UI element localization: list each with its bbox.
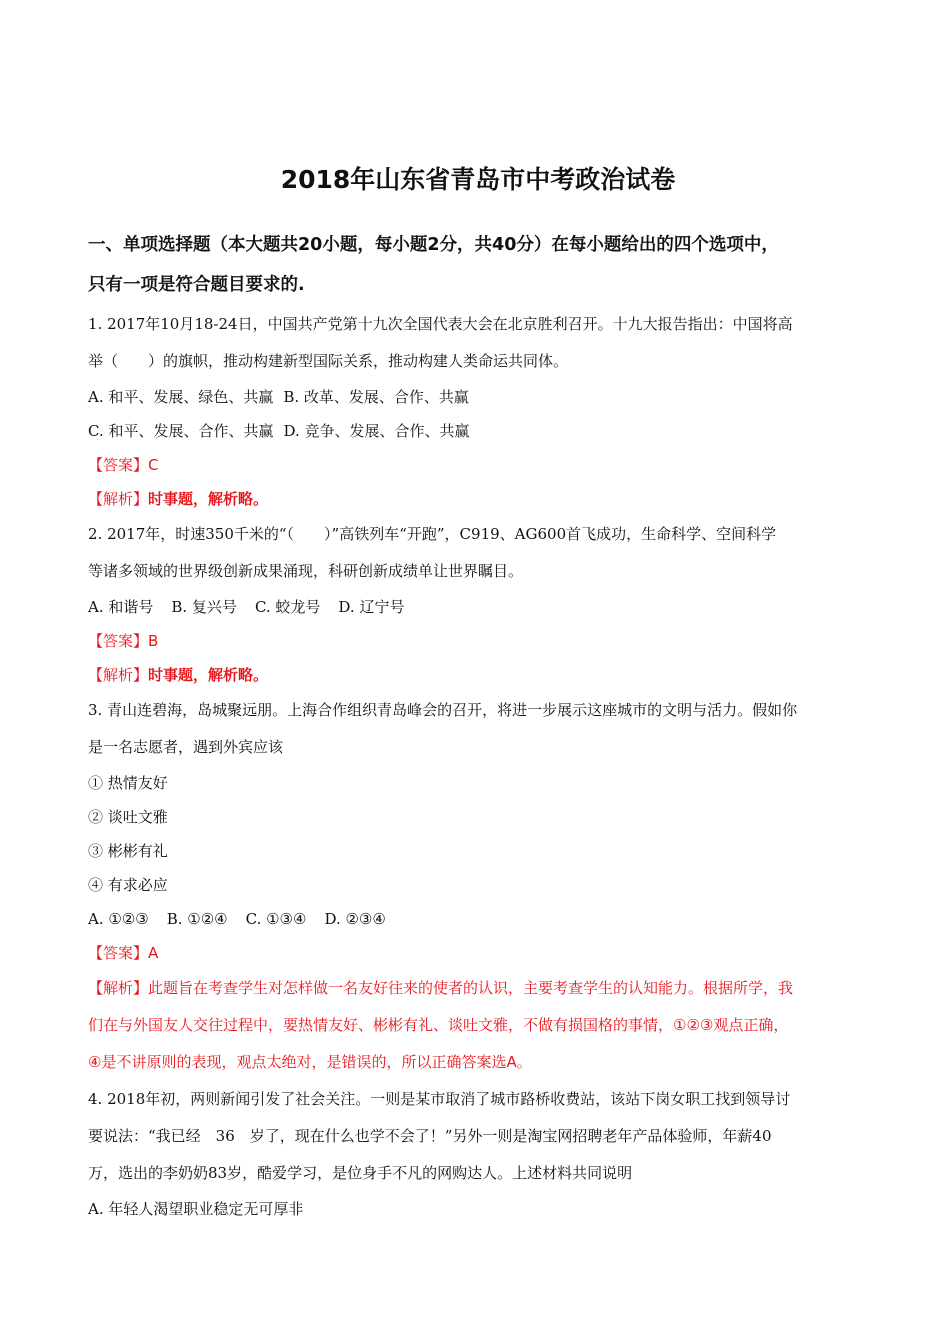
explanation-text: 时事题，解析略。 [148,666,269,684]
question-2-stem-line-2: 等诸多领域的世界级创新成果涌现，科研创新成绩单让世界瞩目。 [88,562,524,580]
question-3-item-2: ② 谈吐文雅 [88,808,168,826]
question-1-options-row-2 [88,414,868,448]
section-heading-line-1: 一、单项选择题（本大题共20小题，每小题2分，共40分）在每小题给出的四个选项中， [88,235,779,255]
answer-value: B [148,632,159,650]
question-4-stem-line-2: 要说法：“我已经 36 岁了，现在什么也学不会了！”另外一则是淘宝网招聘老年产品体验师，年薪40 [88,1127,772,1145]
question-4-stem-line-1: 4. 2018年初，两则新闻引发了社会关注。一则是某市取消了城市路桥收费站，该站下岗女职工找到领导讨 [88,1090,791,1108]
section-heading [88,226,868,304]
page-title: 2018年山东省青岛市中考政治试卷 [280,165,676,194]
exam-page [88,160,868,1226]
section-heading-line-2: 只有一项是符合题目要求的. [88,275,305,295]
question-1-option-a: A. 和平、发展、绿色、共赢 [88,388,274,406]
question-3-stem-line-1: 3. 青山连碧海，岛城聚远朋。上海合作组织青岛峰会的召开，将进一步展示这座城市的文明与活力。假如你 [88,701,798,719]
question-3-item-1: ① 热情友好 [88,774,168,792]
explanation-tag: 【解析】 [88,666,149,684]
question-3-option-d: D. ②③④ [324,910,386,928]
question-2-option-b: B. 复兴号 [171,598,237,616]
explanation-text-1: 此题旨在考查学生对怎样做一名友好往来的使者的认识，主要考查学生的认知能力。根据所学，我 [148,979,794,997]
explanation-tag: 【解析】 [88,490,149,508]
explanation-line-2: 们在与外国友人交往过程中，要热情友好、彬彬有礼、谈吐文雅，不做有损国格的事情，①②③观点正确， [88,1016,789,1034]
question-2-option-c: C. 蛟龙号 [254,598,321,616]
question-1-stem-line-2: 举（ ）的旗帜，推动构建新型国际关系，推动构建人类命运共同体。 [88,352,569,370]
question-2-explanation [88,658,868,692]
question-2-options-row [88,590,868,624]
answer-tag: 【答案】 [88,944,149,962]
question-2-option-a: A. 和谐号 [88,598,154,616]
answer-tag: 【答案】 [88,456,149,474]
question-4-stem-line-3: 万，选出的李奶奶83岁，酷爱学习，是位身手不凡的网购达人。上述材料共同说明 [88,1164,633,1182]
question-1-option-b: B. 改革、发展、合作、共赢 [283,388,469,406]
question-4 [88,1081,868,1226]
question-1-stem-line-1: 1. 2017年10月18-24日，中国共产党第十九次全国代表大会在北京胜利召开。十九大报告指出：中国将高 [88,315,793,333]
question-1-option-d: D. 竞争、发展、合作、共赢 [283,422,470,440]
question-3-item-3: ③ 彬彬有礼 [88,842,168,860]
explanation-tag: 【解析】 [88,979,149,997]
question-3-option-b: B. ①②④ [166,910,228,928]
question-3-stem-line-2: 是一名志愿者，遇到外宾应该 [88,738,284,756]
question-1 [88,306,868,516]
answer-value: A [148,944,159,962]
answer-value: C [148,456,159,474]
explanation-text: 时事题，解析略。 [148,490,269,508]
question-1-answer [88,448,868,482]
answer-tag: 【答案】 [88,632,149,650]
question-3 [88,692,868,1081]
question-1-option-c: C. 和平、发展、合作、共赢 [88,422,274,440]
question-2 [88,516,868,692]
question-3-explanation [88,970,868,1081]
question-3-answer [88,936,868,970]
question-2-answer [88,624,868,658]
question-3-item-4: ④ 有求必应 [88,876,168,894]
explanation-line-1 [88,970,868,1007]
question-2-stem-line-1: 2. 2017年，时速350千米的“（ ）”高铁列车“开跑”，C919、AG600首飞成功，生命科学、空间科学 [88,525,777,543]
question-1-options-row-1 [88,380,868,414]
question-3-option-c: C. ①③④ [245,910,307,928]
explanation-line-3: ④是不讲原则的表现，观点太绝对，是错误的，所以正确答案选A。 [88,1053,532,1071]
question-1-explanation [88,482,868,516]
question-2-option-d: D. 辽宁号 [338,598,405,616]
question-3-options-row [88,902,868,936]
question-4-option-a: A. 年轻人渴望职业稳定无可厚非 [88,1200,304,1218]
question-3-option-a: A. ①②③ [88,910,149,928]
